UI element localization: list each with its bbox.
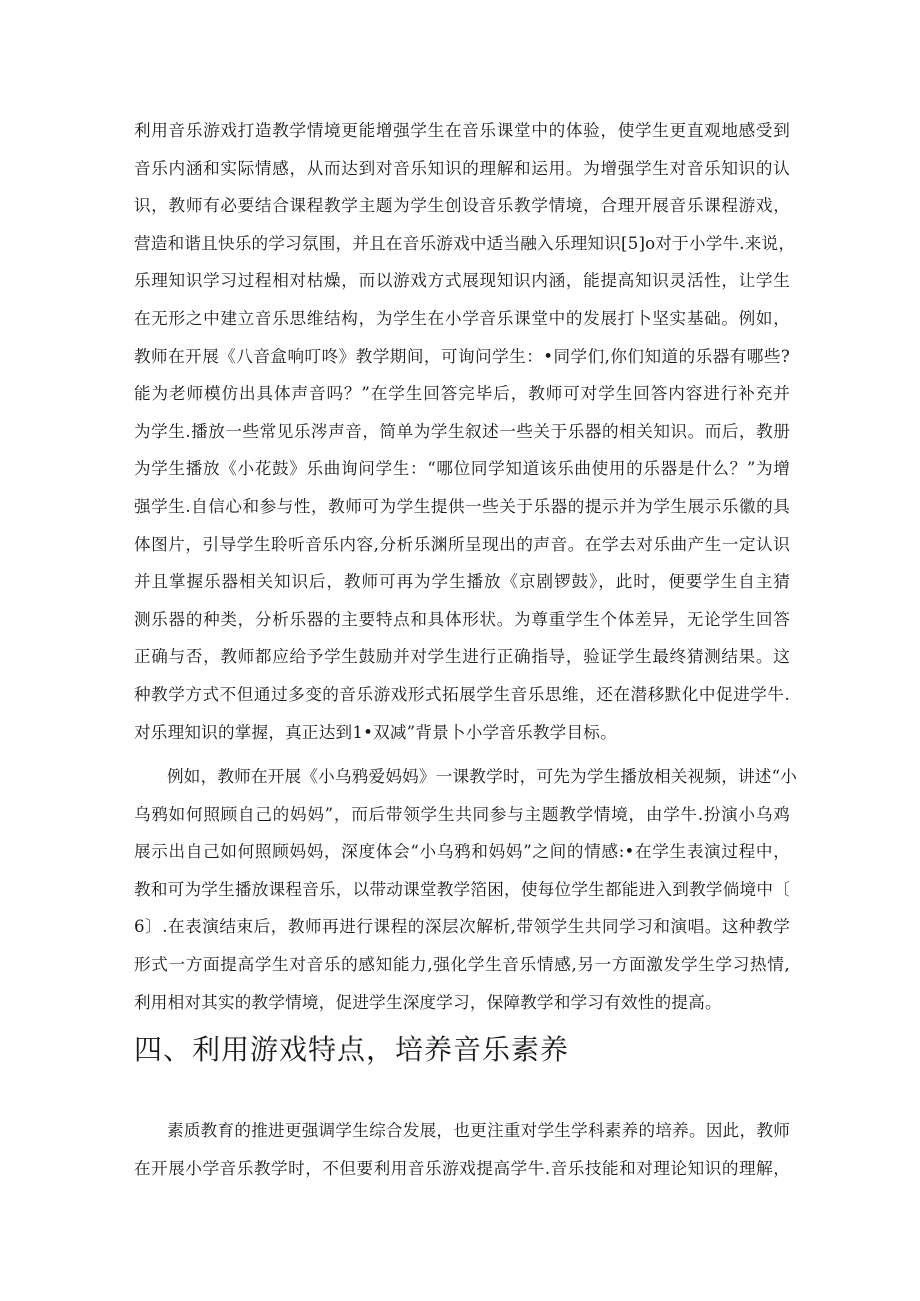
- text-line: 并且掌握乐器相关知识后，教师可再为学生播放《京剧锣鼓》，此时，便要学生自主猜: [134, 572, 790, 592]
- text-line: 利用音乐游戏打造教学情境更能增强学生在音乐课堂中的体验，使学生更直观地感受到: [134, 121, 790, 140]
- text-line: 乌鸦如何照顾自己的妈妈”，而后带领学生共同参与主题教学情境，由学牛.扮演小乌鸡: [134, 804, 790, 824]
- text-line: 营造和谐且快乐的学习氛围，并且在音乐游戏中适当融入乐理知识[5]o对于小学牛.来说，: [134, 233, 796, 253]
- text-line: 乐理知识学习过程相对枯燥，而以游戏方式展现知识内涵，能提高知识灵活性，让学生: [134, 271, 790, 291]
- text-line: 能为老师模仿出具体声音吗？”在学生回答完毕后，教师可对学生回答内容进行补充并: [134, 384, 790, 404]
- text-line: 展示出自己如何照顾妈妈，深度体会“小乌鸦和妈妈”之间的情感:•在学生表演过程中，: [134, 842, 790, 862]
- text-line: 种教学方式不但通过多变的音乐游戏形式拓展学生音乐思维，还在潜移默化中促进学牛.: [134, 684, 790, 704]
- text-line: 教师在开展《八音盒响叮咚》教学期间，可询问学生：•同学们,你们知道的乐器有哪些?: [134, 346, 790, 366]
- text-line: 在开展小学音乐教学时，不但要利用音乐游戏提高学牛.音乐技能和对理论知识的理解，: [134, 1158, 790, 1178]
- text-line: 强学生.自信心和参与性，教师可为学生提供一些关于乐器的提示并为学生展示乐徽的具: [134, 496, 790, 516]
- section-heading: 四、利用游戏特点，培养音乐素养: [134, 1033, 570, 1066]
- text-line: 对乐理知识的掌握，真正达到1•双减”背景卜小学音乐教学目标。: [134, 722, 617, 742]
- text-line: 音乐内涵和实际情感，从而达到对音乐知识的理解和运用。为增强学生对音乐知识的认: [134, 158, 790, 178]
- paragraph-quality-education: [134, 1112, 790, 1187]
- text-line: 在无形之中建立音乐思维结构，为学生在小学音乐课堂中的发展打卜坚实基础。例如，: [134, 308, 790, 328]
- text-line: 6〕.在表演结束后，教师再进行课程的深层次解析,带领学生共同学习和演唱。这种教学: [134, 917, 790, 937]
- text-line: 为学生.播放一些常见乐涔声音，简单为学生叙述一些关于乐器的相关知识。而后，教册: [134, 421, 790, 441]
- text-line: 识，教师有必要结合课程教学主题为学生创设音乐教学情境，合理开展音乐课程游戏，: [134, 196, 790, 216]
- text-line: 例如，教师在开展《小乌鸦爱妈妈》一课教学时，可先为学生播放相关视频，讲述“小: [167, 767, 798, 786]
- text-line: 形式一方面提高学生对音乐的感知能力,强化学生音乐情感,另一方面激发学生学习热情,: [134, 954, 790, 974]
- text-line: 体图片，引导学生聆听音乐内容,分析乐渊所呈现出的声音。在学去对乐曲产生一定认识: [134, 534, 790, 554]
- text-line: 利用相对其实的教学情境，促进学生深度学习，保障教学和学习有效性的提高。: [134, 992, 722, 1012]
- text-line: 正确与否，教师都应给予学生鼓励并对学生进行正确指导，验证学生最终猜测结果。这: [134, 647, 790, 667]
- text-line: 素质教育的推进更强调学生综合发展，也更注重对学生学科素养的培养。因此，教师: [167, 1121, 790, 1140]
- paragraph-little-crow-example: [134, 758, 798, 1021]
- text-line: 测乐器的种类，分析乐器的主要特点和具体形状。为尊重学生个体差异，无论学生回答: [134, 609, 790, 629]
- text-line: 为学生播放《小花鼓》乐曲询问学生：“哪位同学知道该乐曲使用的乐器是什么？”为增: [134, 459, 790, 479]
- paragraph-music-game-scenario: [134, 112, 796, 751]
- text-line: 教和可为学生播放课程音乐，以带动课堂教学箔困，使每位学生都能进入到教学倘境中〔: [134, 879, 790, 899]
